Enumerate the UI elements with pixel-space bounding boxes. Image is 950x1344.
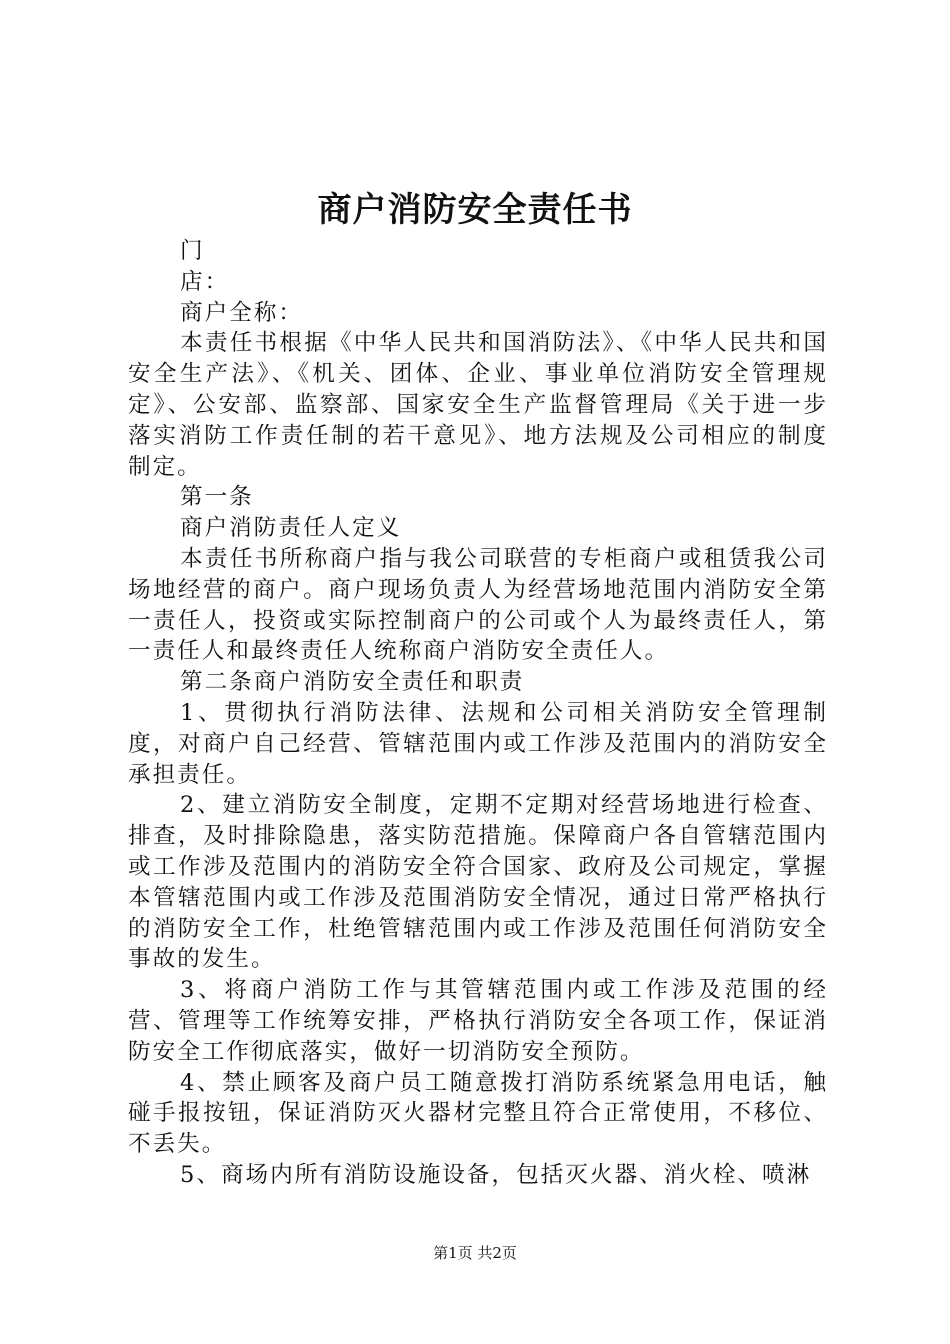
paragraph-article-2-heading: 第二条商户消防安全责任和职责 [180,669,525,696]
document-title: 商户消防安全责任书 [317,190,633,230]
paragraph-item-2: 2、建立消防安全制度，定期不定期对经营场地进行检查、排查，及时排除隐患，落实防范措施。保障商户各自管辖范围内或工作涉及范围内的消防安全符合国家、政府及公司规定，掌握本管辖范围内或工作涉及范围消防安全情况，通过日常严格执行的消防安全工作，杜绝管辖范围内或工作涉及范围任何消防安全事故的发生。 [128,792,828,973]
paragraph-item-3: 3、将商户消防工作与其管辖范围内或工作涉及范围的经营、管理等工作统筹安排，严格执行消防安全各项工作，保证消防安全工作彻底落实，做好一切消防安全预防。 [128,977,828,1065]
document-body [128,236,828,1191]
paragraph-definition: 本责任书所称商户指与我公司联营的专柜商户或租赁我公司场地经营的商户。商户现场负责人为经营场地范围内消防安全第一责任人，投资或实际控制商户的公司或个人为最终责任人，第一责任人和最终责任人统称商户消防安全责任人。 [128,545,828,665]
paragraph-item-5: 5、商场内所有消防设施设备，包括灭火器、消火栓、喷淋 [180,1161,812,1188]
paragraph-merchant-name: 商户全称： [180,299,303,326]
paragraph-item-4: 4、禁止顾客及商户员工随意拨打消防系统紧急用电话，触碰手报按钮，保证消防灭火器材完整且符合正常使用，不移位、不丢失。 [128,1069,828,1158]
paragraph-basis: 本责任书根据《中华人民共和国消防法》、《中华人民共和国安全生产法》、《机关、团体、企业、事业单位消防安全管理规定》、公安部、监察部、国家安全生产监督管理局《关于进一步落实消防工作责任制的若干意见》、地方法规及公司相应的制度制定。 [128,330,828,480]
paragraph-store-label-1: 门 [180,238,205,264]
page-footer: 第1页 共2页 [433,1244,517,1262]
paragraph-item-1: 1、贯彻执行消防法律、法规和公司相关消防安全管理制度，对商户自己经营、管辖范围内或工作涉及范围内的消防安全承担责任。 [128,699,828,788]
paragraph-article-1-heading: 商户消防责任人定义 [180,515,402,542]
paragraph-article-1: 第一条 [180,484,254,511]
paragraph-store-label-2: 店： [180,268,230,295]
